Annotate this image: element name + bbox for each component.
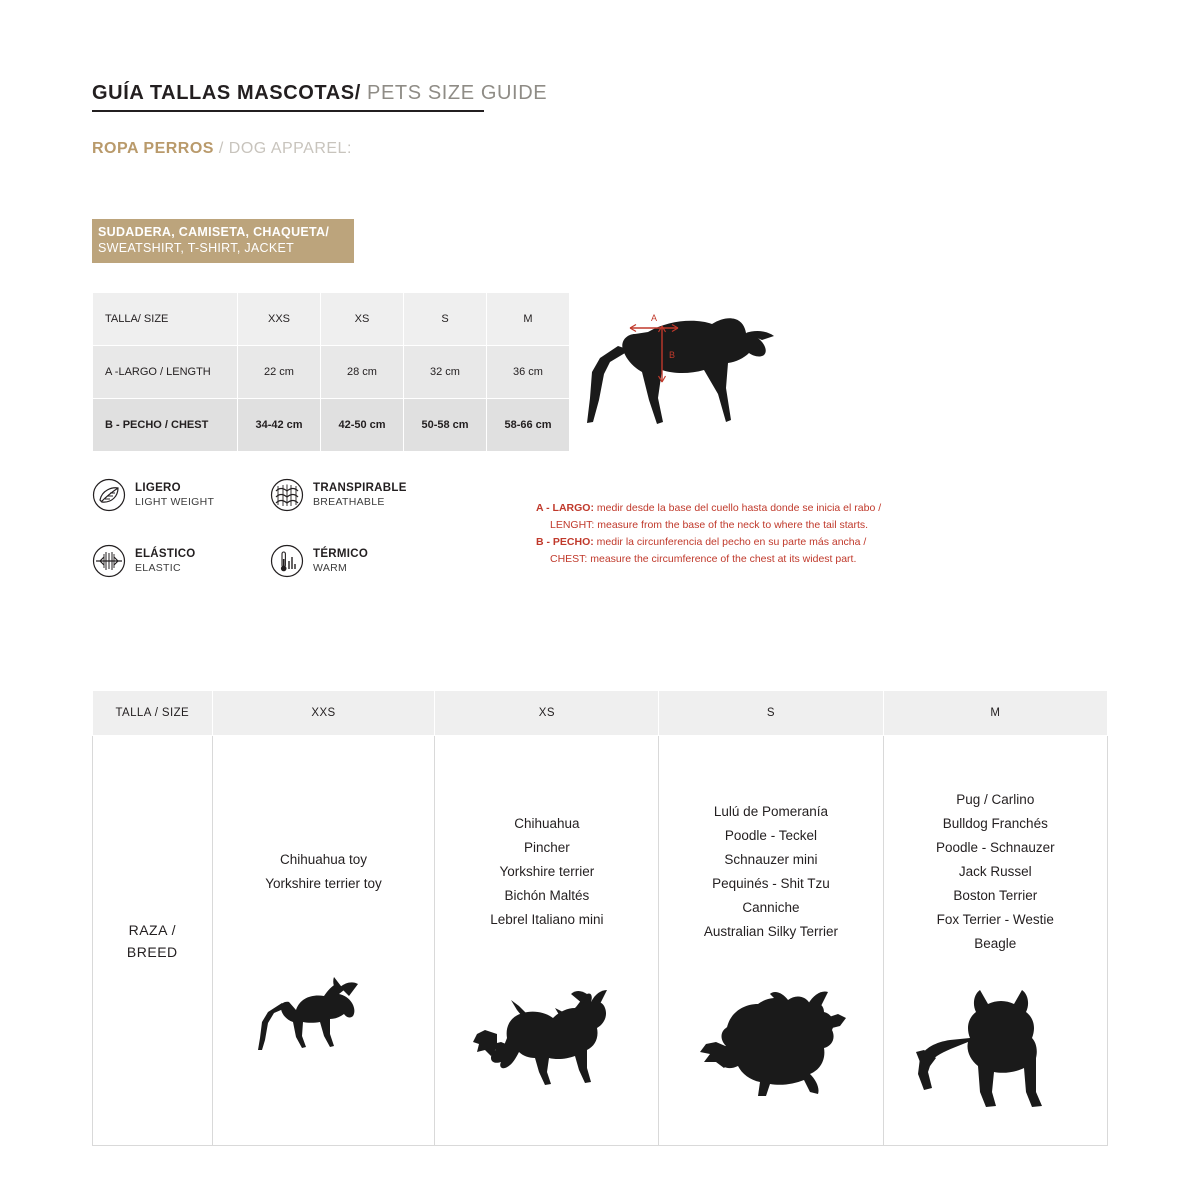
size-header-cell: TALLA/ SIZE [93,293,238,346]
size-header-cell: M [487,293,570,346]
note-line-b-es [536,534,1006,551]
section-label-bar [92,219,354,263]
breed-row-label-line2: BREED [126,943,178,960]
cell-value: 58-66 cm [487,399,570,452]
breed-name: Lulú de Pomeranía [713,804,828,819]
breed-name: Boston Terrier [953,888,1038,903]
cell-value: 34-42 cm [238,399,321,452]
page-subtitle [92,140,352,158]
breed-name: Chihuahua toy [279,852,368,867]
breed-cell-s [659,736,883,1146]
breed-name-list [885,788,1106,956]
dog-measurement-diagram [530,310,810,460]
breed-name: Poodle - Teckel [724,828,817,843]
feature-breathable [270,478,407,512]
breed-header-cell: XXS [212,691,435,736]
note-line-a-es [536,500,1006,517]
breed-cell-xs [435,736,659,1146]
table-row [93,736,1108,1146]
cell-value: 32 cm [404,346,487,399]
row-label: A -LARGO / LENGTH [93,346,238,399]
elastic-icon [92,544,126,578]
breed-name-list [436,812,657,932]
pomeranian-silhouette [660,958,881,1108]
row-label: B - PECHO / CHEST [93,399,238,452]
thermometer-icon [270,544,304,578]
cell-value: 28 cm [321,346,404,399]
feature-warm [270,544,368,578]
measurement-instructions [536,500,1006,568]
size-measurements-table [92,292,570,452]
cell-value: 50-58 cm [404,399,487,452]
breed-name: Yorkshire terrier [499,864,595,879]
breed-name: Australian Silky Terrier [703,924,838,939]
size-header-cell: XXS [238,293,321,346]
breed-name: Bichón Maltés [504,888,590,903]
feature-label-en: LIGHT WEIGHT [135,496,215,508]
breed-name: Schnauzer mini [724,852,818,867]
page-subtitle-es: ROPA PERROS [92,140,214,157]
note-b-text: medir la circunferencia del pecho en su parte más ancha / [593,536,867,548]
breed-size-table [92,690,1108,1146]
note-b-title: B - PECHO: [536,536,594,548]
chihuahua-silhouette [214,910,434,1060]
bulldog-silhouette [885,970,1106,1120]
cell-value: 22 cm [238,346,321,399]
size-header-cell: S [404,293,487,346]
breathable-icon [270,478,304,512]
breed-name: Jack Russel [958,864,1032,879]
diagram-label-a: A [650,313,658,323]
feature-label-en: ELASTIC [135,562,181,574]
note-a-title: A - LARGO: [536,502,594,514]
cell-value: 42-50 cm [321,399,404,452]
title-underline [92,110,484,112]
breed-row-label-line1: RAZA / [128,921,176,938]
breed-cell-xxs [212,736,435,1146]
diagram-label-b: B [669,350,676,360]
feature-lightweight [92,478,214,512]
breed-header-cell: XS [435,691,659,736]
note-a-text: medir desde la base del cuello hasta donde se inicia el rabo / [593,502,882,514]
table-row [93,346,570,399]
feature-label-es: LIGERO [135,482,181,494]
breed-name: Pincher [523,840,570,855]
breed-cell-m [883,736,1107,1146]
breed-header-cell: TALLA / SIZE [93,691,213,736]
breed-row-label [93,736,213,1146]
papillon-silhouette [436,946,657,1096]
breed-name: Yorkshire terrier toy [265,876,382,891]
size-header-cell: XS [321,293,404,346]
page-title [92,82,547,105]
table-row-header [93,293,570,346]
breed-name: Pequinés - Shit Tzu [712,876,830,891]
breed-name: Beagle [974,936,1017,951]
section-label-en: SWEATSHIRT, T-SHIRT, JACKET [98,241,295,255]
breed-name: Bulldog Franchés [942,816,1048,831]
page-title-es: GUÍA TALLAS MASCOTAS/ [92,82,361,104]
feature-label [313,547,368,575]
section-label-es: SUDADERA, CAMISETA, CHAQUETA/ [98,225,330,239]
breed-name: Poodle - Schnauzer [936,840,1055,855]
note-line-b-en: CHEST: measure the circumference of the chest at its widest part. [550,553,857,565]
breed-name: Fox Terrier - Westie [936,912,1054,927]
breed-header-cell: M [883,691,1107,736]
breed-name: Chihuahua [514,816,580,831]
feature-label-es: TÉRMICO [313,548,369,560]
breed-name-list [660,800,881,944]
breed-name-list [214,848,434,896]
breed-header-cell: S [659,691,883,736]
feature-label-en: BREATHABLE [313,496,385,508]
breed-name: Lebrel Italiano mini [490,912,604,927]
cell-value: 36 cm [487,346,570,399]
page-subtitle-en: / DOG APPAREL: [213,140,352,157]
note-line-a-en: LENGHT: measure from the base of the neck to where the tail starts. [550,519,869,531]
feature-label-es: ELÁSTICO [135,548,196,560]
feature-label [313,481,407,509]
breed-name: Pug / Carlino [956,792,1035,807]
leaf-icon [92,478,126,512]
page-title-en: PETS SIZE GUIDE [360,82,548,104]
feature-elastic [92,544,196,578]
dog-body-silhouette [587,318,774,424]
feature-label-en: WARM [313,562,348,574]
breed-name: Canniche [742,900,800,915]
feature-label [135,547,196,575]
table-row [93,399,570,452]
feature-label [135,481,214,509]
table-row-header [93,691,1108,736]
feature-label-es: TRANSPIRABLE [313,482,407,494]
